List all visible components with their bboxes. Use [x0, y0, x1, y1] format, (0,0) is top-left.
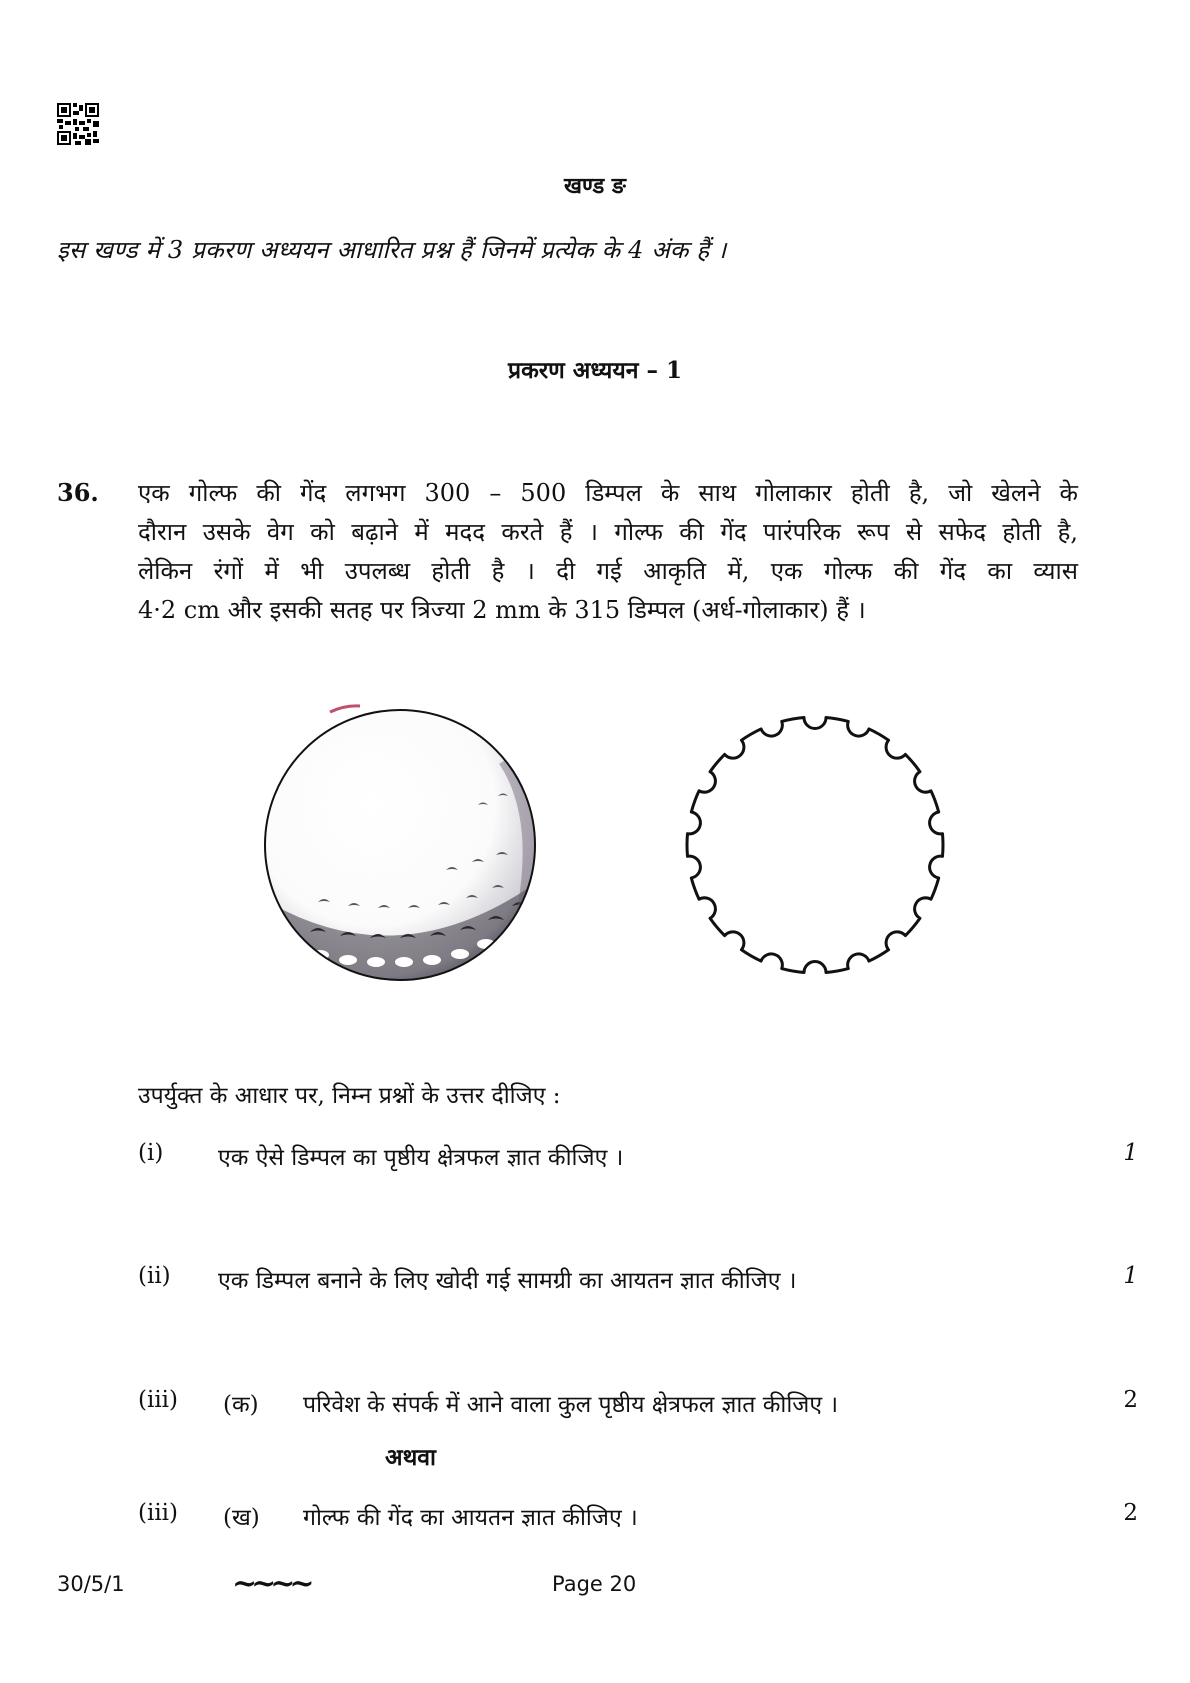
subquestion-iii-a — [138, 1387, 1138, 1419]
subquestion-marks: 2 — [1123, 1500, 1138, 1526]
subquestion-ii — [138, 1263, 1138, 1295]
question-number: 36. — [57, 478, 99, 507]
page-number: Page 20 — [552, 1572, 637, 1596]
section-title: खण्ड ङ — [564, 173, 626, 199]
subquestion-text: एक ऐसे डिम्पल का पृष्ठीय क्षेत्रफल ज्ञात कीजिए । — [218, 1145, 624, 1171]
figures — [0, 690, 1190, 1010]
dimpled-sphere-cross-section — [687, 717, 943, 972]
subquestion-option: (ख) — [223, 1505, 260, 1531]
subquestion-i — [138, 1140, 1138, 1172]
golf-ball-image — [265, 706, 540, 990]
subquestion-number: (iii) — [138, 1500, 179, 1526]
or-label: अथवा — [385, 1444, 437, 1471]
passage-line: 4·2 cm और इसकी सतह पर त्रिज्या 2 mm के 315 डिम्पल (अर्ध-गोलाकार) हैं । — [138, 596, 866, 624]
qr-code-icon — [57, 103, 99, 145]
section-instruction: इस खण्ड में 3 प्रकरण अध्ययन आधारित प्रश्न हैं जिनमें प्रत्येक के 4 अंक हैं । — [57, 236, 727, 264]
subquestion-iii-b — [138, 1500, 1138, 1532]
lead-in-text: उपर्युक्त के आधार पर, निम्न प्रश्नों के उत्तर दीजिए : — [138, 1083, 561, 1109]
subquestion-marks: 2 — [1123, 1387, 1138, 1413]
subquestion-option: (क) — [223, 1392, 259, 1418]
subquestion-text: गोल्फ की गेंद का आयतन ज्ञात कीजिए । — [303, 1505, 638, 1531]
case-study-title: प्रकरण अध्ययन – 1 — [508, 357, 682, 384]
subquestion-marks: 1 — [1123, 1263, 1138, 1289]
paper-code: 30/5/1 — [57, 1572, 125, 1596]
wave-decoration-icon: ~~~~ — [232, 1566, 309, 1601]
subquestion-number: (ii) — [138, 1263, 171, 1289]
passage-line: एक गोल्फ की गेंद लगभग 300 – 500 डिम्पल के साथ गोलाकार होती है, जो खेलने के — [138, 479, 1078, 507]
subquestion-marks: 1 — [1123, 1140, 1138, 1166]
subquestion-text: परिवेश के संपर्क में आने वाला कुल पृष्ठीय क्षेत्रफल ज्ञात कीजिए । — [303, 1392, 839, 1418]
passage-line: दौरान उसके वेग को बढ़ाने में मदद करते हैं । गोल्फ की गेंद पारंपरिक रूप से सफेद होती है, — [138, 518, 1078, 546]
question-passage — [138, 474, 1078, 630]
subquestion-number: (i) — [138, 1140, 164, 1166]
passage-line: लेकिन रंगों में भी उपलब्ध होती है । दी गई आकृति में, एक गोल्फ की गेंद का व्यास — [138, 557, 1078, 585]
subquestion-text: एक डिम्पल बनाने के लिए खोदी गई सामग्री का आयतन ज्ञात कीजिए । — [218, 1268, 797, 1294]
subquestion-number: (iii) — [138, 1387, 179, 1413]
